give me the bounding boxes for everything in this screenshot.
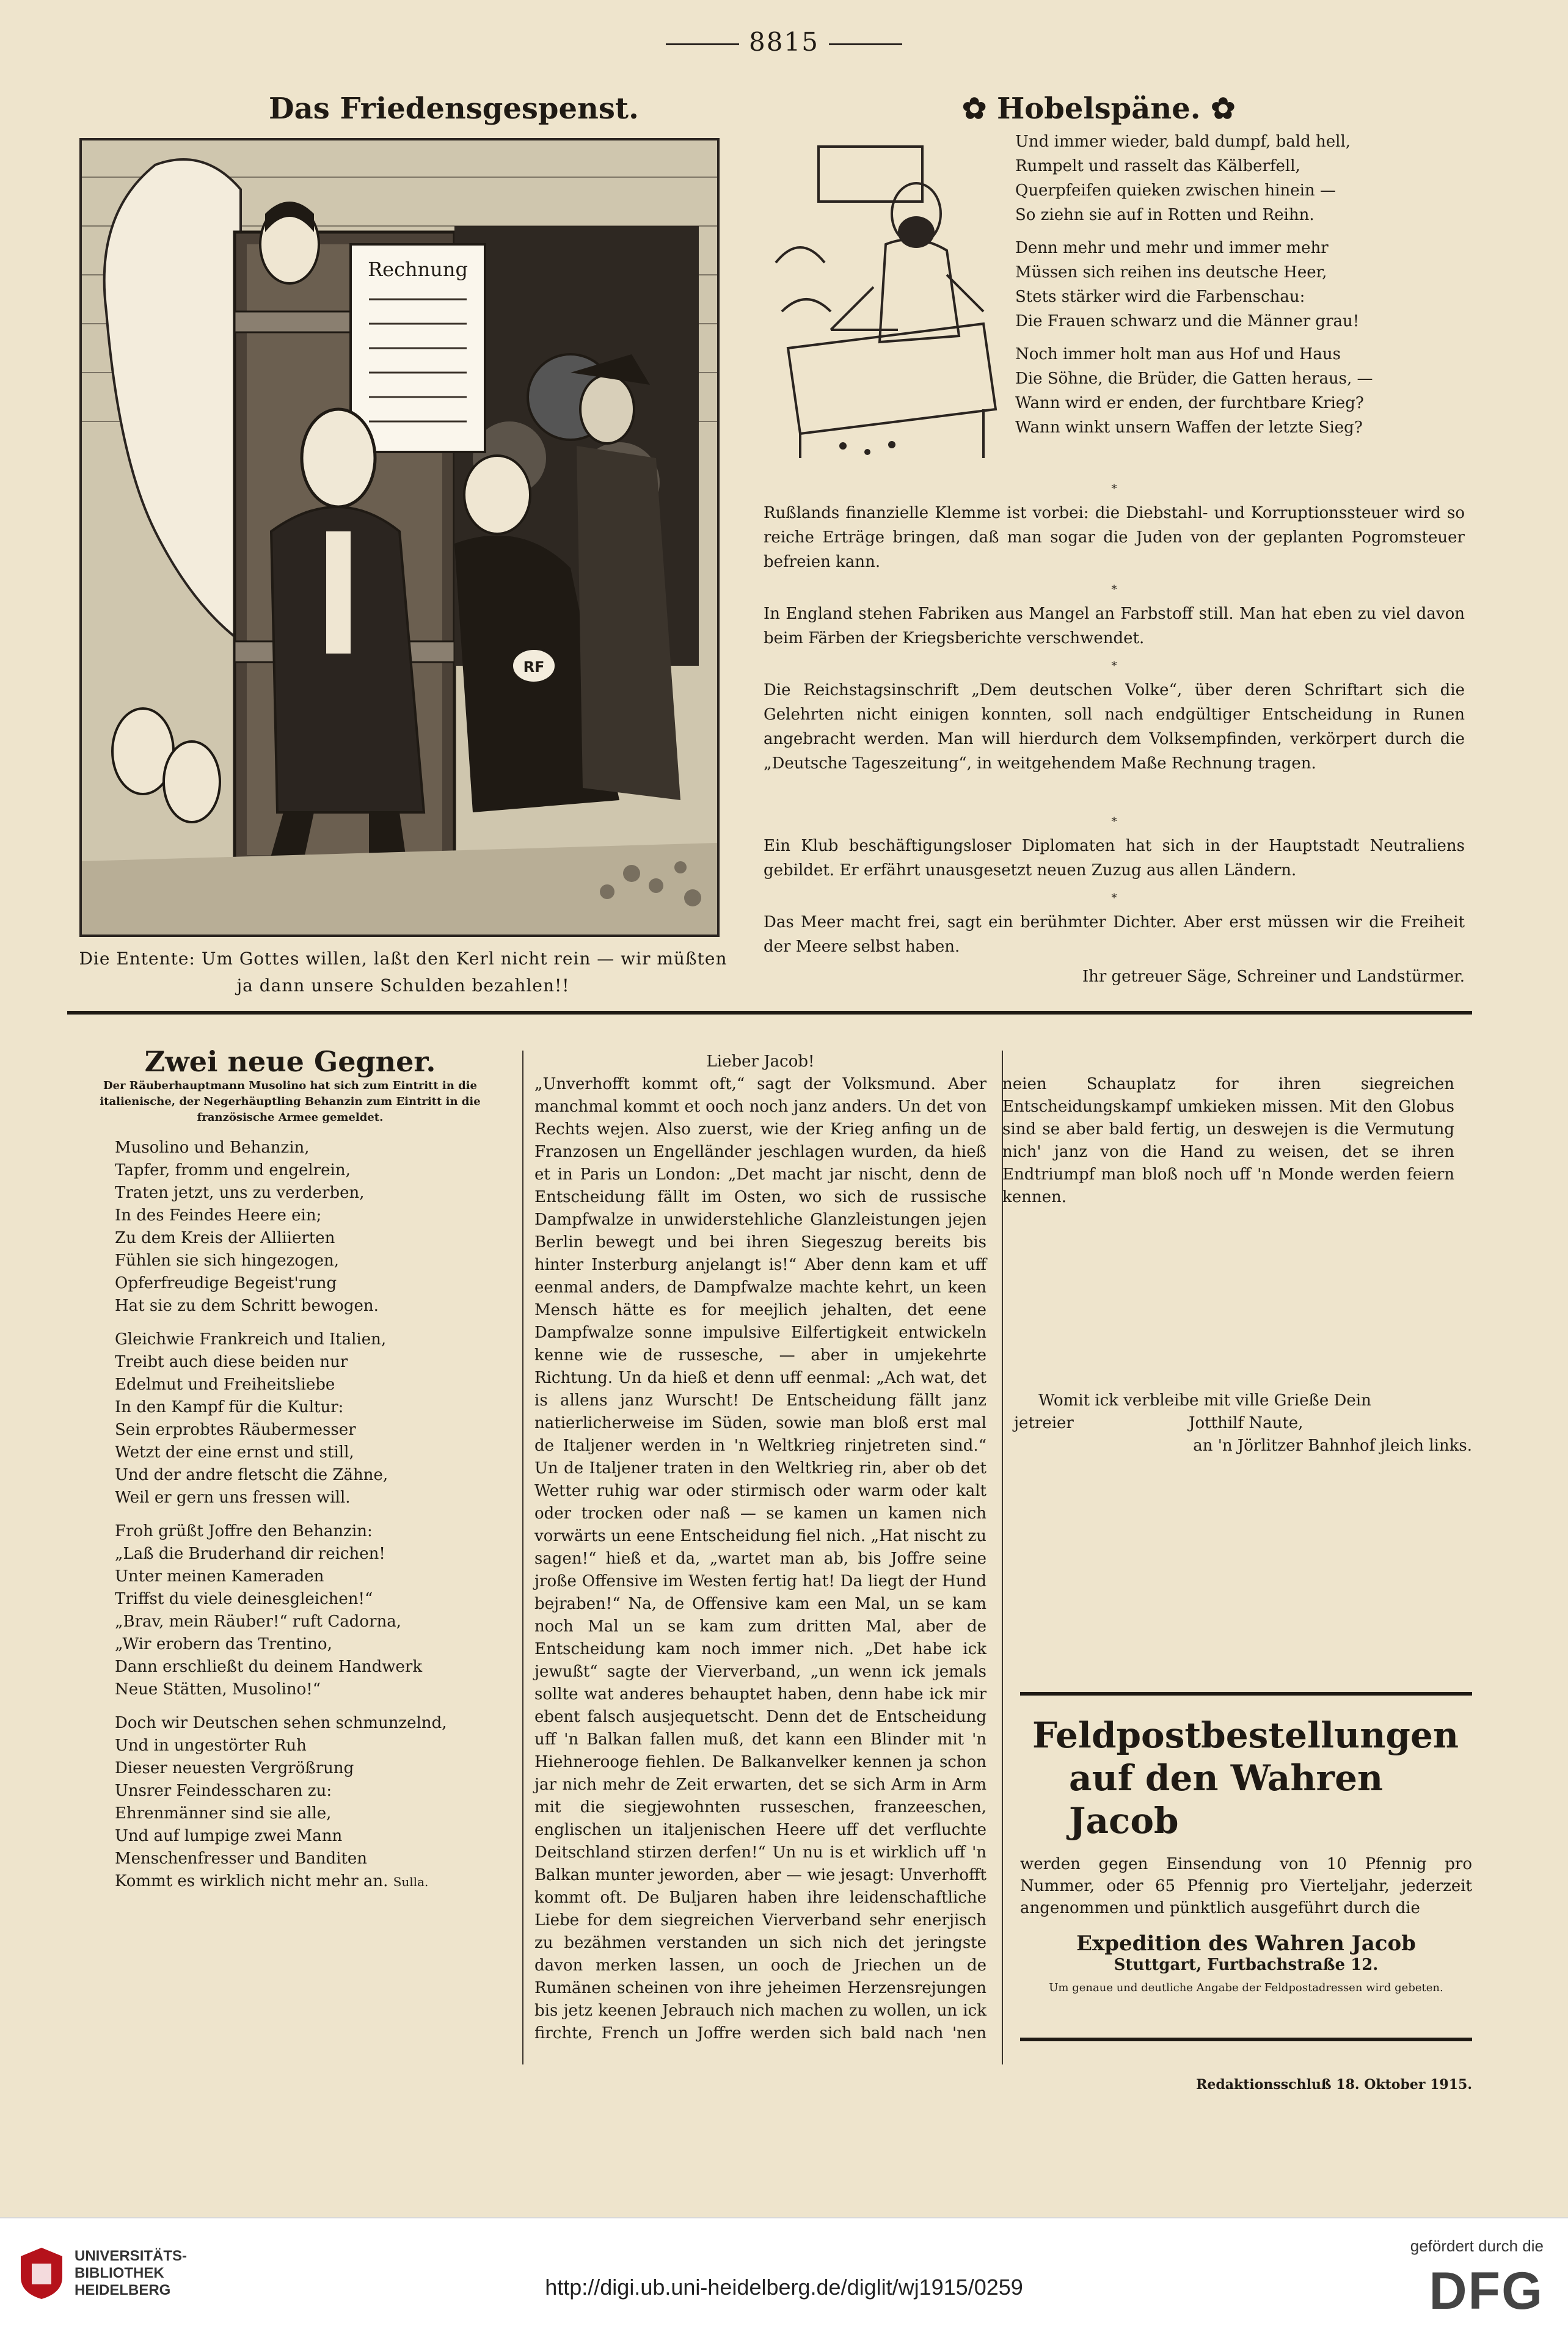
poem-stanza-3: Froh grüßt Joffre den Behanzin: „Laß die Bruderhand dir reichen! Unter meinen Kameraden Triffst du viele deinesgleichen!“ „Brav, mein Räuber!“ ruft Cadorna, „Wir erobern das Trentino, Dann erschließt du deinem Handwerk Neue Stätten, Musolino!“	[115, 1522, 423, 1699]
separator-star: *	[1111, 815, 1117, 828]
verse-stanza-3: Noch immer holt man aus Hof und Haus Die Söhne, die Brüder, die Gatten heraus, — Wann wird er enden, der furchtbare Krieg? Wann winkt unsern Waffen der letzte Sieg?	[1015, 345, 1373, 437]
letter-address: an 'n Jörlitzer Bahnhof jleich links.	[1193, 1437, 1472, 1455]
poem-column	[67, 1045, 513, 1893]
cartoon-title: Das Friedensgespenst.	[269, 92, 639, 126]
poem-stanza-1: Musolino und Behanzin, Tapfer, fromm und engelrein, Traten jetzt, uns zu verderben, In des Feindes Heere ein; Zu dem Kreis der Alliierten Fühlen sie sich hingezogen, Opferfreudige Begeist'rung Hat sie zu dem Schritt bewogen.	[115, 1139, 379, 1315]
university-name: UNIVERSITÄTS- BIBLIOTHEK HEIDELBERG	[75, 2248, 188, 2298]
item-england: In England stehen Fabriken aus Mangel an Farbstoff still. Man hat eben zu viel davon beim Färben der Kriegsberichte verschwendet.	[764, 605, 1465, 647]
letter-salutation: Lieber Jacob!	[706, 1052, 815, 1071]
verse-stanza-1: Und immer wieder, bald dumpf, bald hell, Rumpelt und rasselt das Kälberfell, Querpfeifen quieken zwischen hinein — So ziehn sie auf in Rotten und Reihn.	[1015, 133, 1351, 224]
cartoon-illustration	[79, 138, 720, 937]
ad-note: Um genaue und deutliche Angabe der Feldpostadressen wird gebeten.	[1049, 1981, 1443, 1994]
letter-column-continued	[1014, 1051, 1472, 1457]
item-diplomats: Ein Klub beschäftigungsloser Diplomaten hat sich in der Hauptstadt Neutraliens gebildet. Er erfährt unausgesetzt neuen Zuzug aus allen Ländern.	[764, 837, 1465, 880]
letter-closing: Womit ick verbleibe mit ville Grieße Dein	[1038, 1391, 1371, 1410]
ad-title: Feldpostbestellungen auf den Wahren Jacob	[1032, 1714, 1459, 1842]
poem-stanza-4: Doch wir Deutschen sehen schmunzelnd, Und in ungestörter Ruh Dieser neuesten Vergrößrung Unsrer Feindesscharen zu: Ehrenmänner sind sie alle, Und auf lumpige zwei Mann Menschenfresser und Banditen Kommt es wirklich nicht mehr an. Sulla.	[115, 1714, 447, 1890]
hobelspaene-verses	[1015, 129, 1479, 448]
item-reichstag: Die Reichstagsinschrift „Dem deutschen Volke“, über deren Schriftart sich die Gelehrten nicht einigen konnten, soll nach endgültiger Entscheidung in Runen angebracht werden. Man will hierdurch dem Volksempfinden, verkörpert durch die „Deutsche Tageszeitung“, in weitgehendem Maße Rechnung tragen.	[764, 681, 1465, 773]
page-number: 8815	[0, 27, 1568, 57]
separator-star: *	[1111, 583, 1117, 596]
poem-title: Zwei neue Gegner.	[144, 1045, 436, 1078]
ad-address: Stuttgart, Furtbachstraße 12.	[1114, 1956, 1379, 1974]
separator-star: *	[1111, 483, 1117, 495]
cartoon-caption: Die Entente: Um Gottes willen, laßt den Kerl nicht rein — wir müßten ja dann unsere Schulden bezahlen!!	[79, 949, 727, 996]
hobelspaene-title: ✿ Hobelspäne. ✿	[962, 92, 1236, 126]
subscription-ad	[1020, 1692, 1472, 2041]
cartoon-bill-label: Rechnung	[368, 258, 468, 281]
poem-stanza-2: Gleichwie Frankreich und Italien, Treibt auch diese beiden nur Edelmut und Freiheitsliebe In den Kampf für die Kultur: Sein erprobtes Räubermesser Wetzt der eine ernst und still, Und der andre fletscht die Zähne, Weil er gern uns fressen will.	[115, 1330, 388, 1507]
dfg-logo: DFG	[1429, 2262, 1544, 2320]
separator-star: *	[1111, 660, 1117, 672]
poem-subtitle: Der Räuberhauptmann Musolino hat sich zum Eintritt in die italienische, der Negerhäuptling Behanzin zum Eintritt in die französische Armee gemeldet.	[100, 1079, 481, 1124]
cartoon-armband-label: RF	[523, 658, 545, 676]
ornament-right-icon: ✿	[1200, 92, 1236, 126]
carpenter-sketch	[764, 128, 1002, 458]
letter-body-part1: „Unverhofft kommt oft,“ sagt der Volksmund. Aber manchmal kommt et ooch noch janz anders. Un det von Rechts wejen. Also zuerst, wie der Krieg anfing un de Franzosen un Engelländer jeschlagen wurden, da hieß et in Paris un London: „Det macht jar nischt, denn de Entscheidung fällt im Osten, wo sich de russische Dampfwalze in unwiderstehliche Glanzleistungen jejen Berlin bewegt und bei ihren Siegeszug bereits bis hinter Insterburg anjelangt is!“ Aber denn kam et uff eenmal anders, de Dampfwalze machte kehrt, un keen Mensch hätte es for meejlich jehalten, det eene Dampfwalze sonne impulsive Eilfertigkeit entwickeln kenne wie de russesche, — aber in umjekehrte Richtung. Un da hieß et denn uff eenmal: „Ach wat, det is allens janz Wurscht! De Entscheidung fällt janz natierlicherweise im Süden, sowie man bloß erst mal de Italjener werden in 'n Weltkrieg rinjetreten sind.“ Un de Italjener traten in den Weltkrieg rin, aber ob det Wetter ruhig war oder stirmisch oder warm oder kalt oder trocken oder naß — se kamen un kamen nich vorwärts un eene Entscheidung fiel nich. „Hat nischt zu sagen!“ hieß et da, „wartet man ab, bis Joffre seine jroße Offensive im Westen fertig hat! Da liegt der Hund bejraben!“ Na, de Offensive kam een Mal, un se kam noch Mal un se kam zum dritten Mal, aber de Entscheidung kam noch immer nich. „Det habe ick jewußt“ sagte der Vierverband, „un wenn ick jemals sollte wat anderes behauptet haben, denn habe ick mir ebent falsch ausjequetscht. Denn det de Entscheidung uff 'n Balkan fallen muß, det kann een Blinder mit 'n Hiehnerooge fiehlen. De Balkanvelker kennen ja schon jar nich mehr de Zeit erwarten, det se sich Arm in Arm mit die siegjewohnten russeschen, franzeeschen, englischen un italjenischen Heere uff det verfluchte Deitschland stirzen derfen!“ Un nu is et wirklich uff 'n Balkan munter jeworden, aber — wie jesagt: Unverhofft kommt oft. De Buljaren haben ihre leidenschaftliche Liebe for dem siegreichen Vierverband sehr enerjisch zu bezähmen verstanden un sich nich det jeringste davon merken lassen, un ooch de Jriechen un de Rumänen scheinen von ihre jeheimen Herzensrejungen bis jetz keenen Jebrauch nich machen zu wollen, un ick firchte, French un Joffre werden sich bald nach 'nen neien Schauplatz for ihren siegreichen Entscheidungskampf umkieken missen. Mit den Globus sind se aber bald fertig, un deswejen is die Vermutung nich' janz von die Hand zu weisen, det se ihren Endtriumpf man bloß noch uff 'n Monde werden feiern kennen.	[534, 1075, 1454, 2042]
sponsor-label: gefördert durch die	[1410, 2237, 1544, 2255]
hobelspaene-signature: Ihr getreuer Säge, Schreiner und Landstürmer.	[1082, 967, 1465, 986]
item-russia: Rußlands finanzielle Klemme ist vorbei: die Diebstahl- und Korruptionssteuer wird so reiche Erträge bringen, daß man sogar die Juden von der geplanten Pogromsteuer befreien kann.	[764, 504, 1465, 571]
ad-expedition: Expedition des Wahren Jacob	[1076, 1931, 1416, 1956]
column-divider	[522, 1051, 523, 2064]
verse-stanza-2: Denn mehr und mehr und immer mehr Müssen sich reihen ins deutsche Heer, Stets stärker wird die Farbenschau: Die Frauen schwarz und die Männer grau!	[1015, 239, 1360, 330]
section-divider	[67, 1011, 1472, 1015]
ad-body: werden gegen Einsendung von 10 Pfennig pro Nummer, oder 65 Pfennig pro Vierteljahr, jederzeit angenommen und pünktlich ausgeführt durch die	[1020, 1855, 1472, 1917]
separator-star: *	[1111, 892, 1117, 905]
viewer-footer	[0, 2217, 1568, 2332]
item-sea: Das Meer macht frei, sagt ein berühmter Dichter. Aber erst müssen wir die Freiheit der Meere selbst haben.	[764, 913, 1465, 956]
poem-author: Sulla.	[393, 1875, 429, 1889]
ornament-left-icon: ✿	[962, 92, 997, 126]
permalink[interactable]: http://digi.ub.uni-heidelberg.de/diglit/wj1915/0259	[545, 2275, 1023, 2300]
letter-signature: jetreier Jotthilf Naute,	[1014, 1414, 1304, 1432]
editorial-deadline: Redaktionsschluß 18. Oktober 1915.	[1196, 2077, 1472, 2093]
